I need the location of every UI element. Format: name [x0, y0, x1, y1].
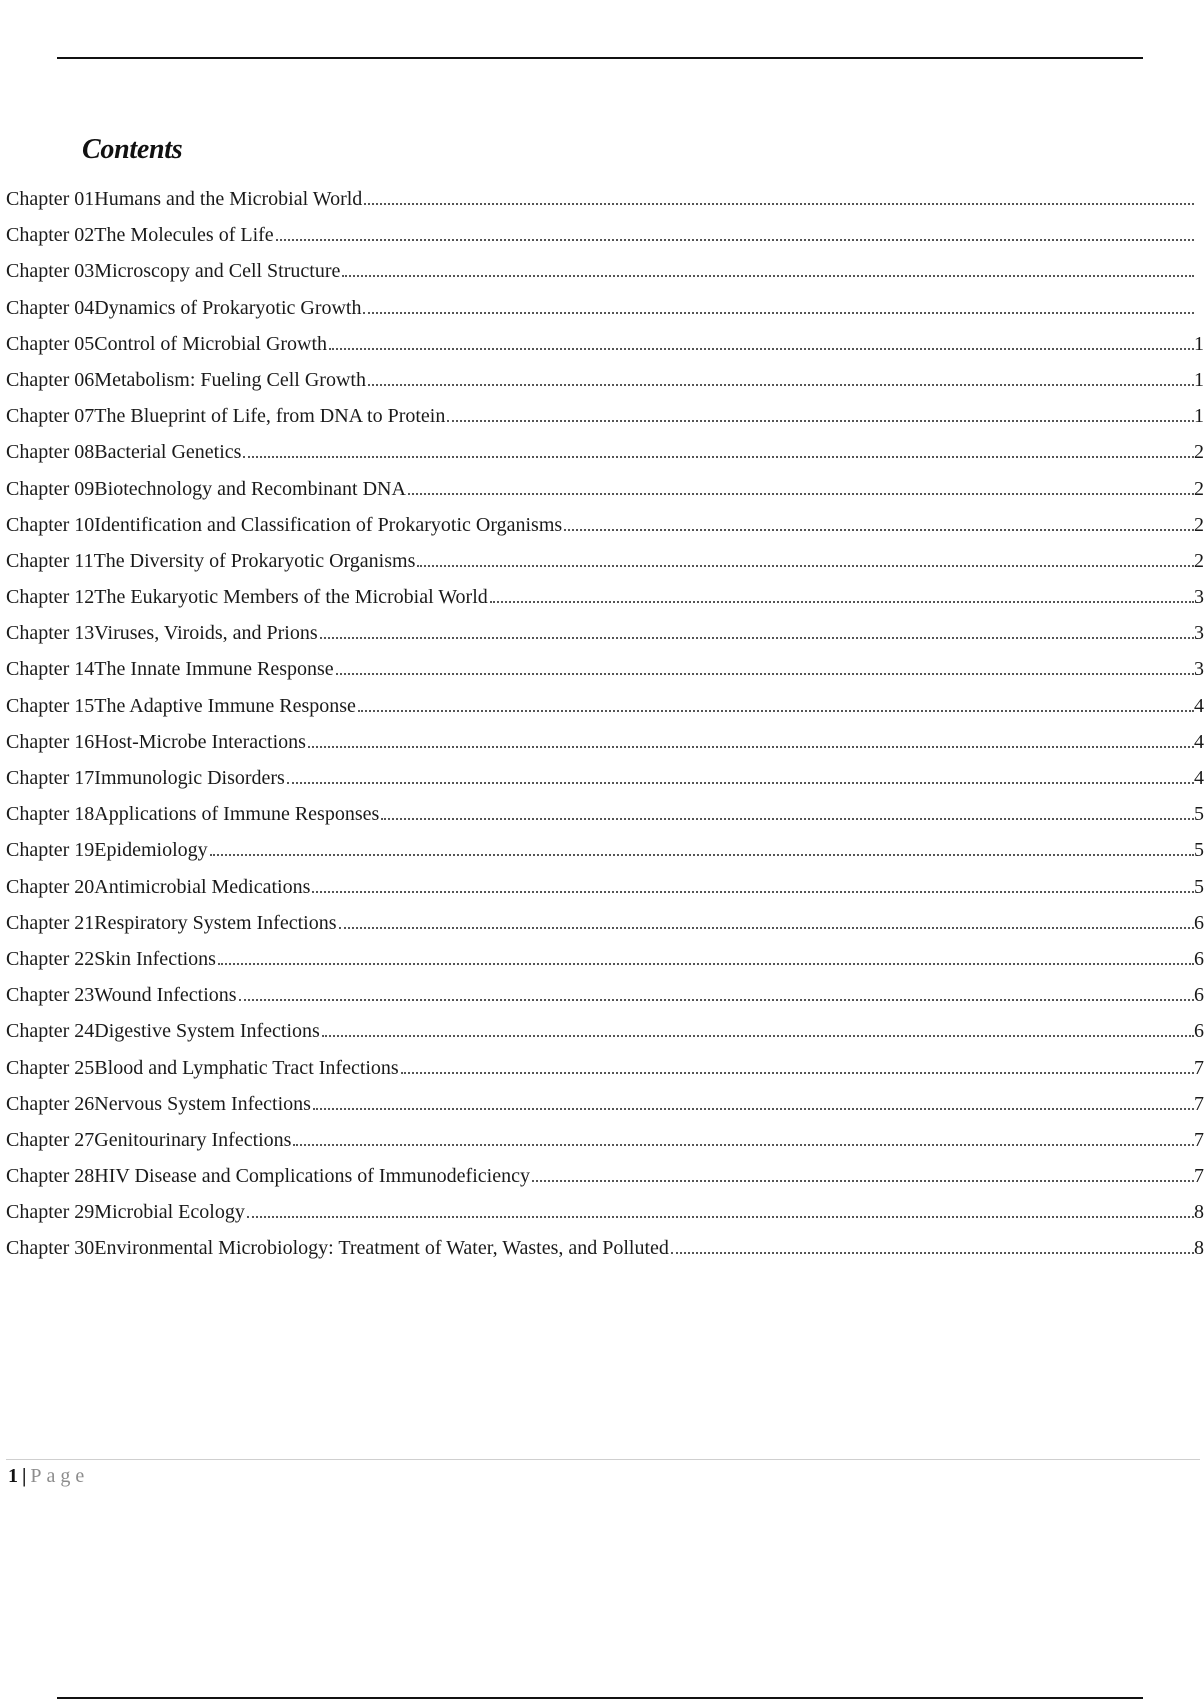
toc-entry-page: 7	[1194, 1056, 1204, 1079]
page-footer	[8, 1463, 89, 1489]
toc-entry-title: Chapter 07The Blueprint of Life, from DNA to Protein	[6, 405, 446, 428]
toc-entry-title: Chapter 09Biotechnology and Recombinant DNA	[6, 477, 406, 500]
toc-entry-title: Chapter 11The Diversity of Prokaryotic Organisms	[6, 549, 416, 572]
toc-entry[interactable]	[6, 905, 1204, 941]
toc-entry-title: Chapter 21Respiratory System Infections	[6, 911, 337, 934]
header-rule	[57, 57, 1143, 59]
toc-entry[interactable]	[6, 941, 1204, 977]
toc-entry-title: Chapter 23Wound Infections	[6, 984, 237, 1007]
toc-entry-page: 1	[1194, 332, 1204, 355]
toc-entry-page: 8	[1194, 1237, 1204, 1260]
toc-entry-page: 5	[1194, 803, 1204, 826]
toc-entry-title: Chapter 12The Eukaryotic Members of the Microbial World	[6, 586, 488, 609]
toc-entry-title: Chapter 28HIV Disease and Complications of Immunodeficiency	[6, 1165, 530, 1188]
toc-entry[interactable]	[6, 398, 1204, 434]
toc-dot-leader	[210, 854, 1194, 856]
toc-entry-page: 6	[1194, 947, 1204, 970]
toc-dot-leader	[564, 529, 1194, 531]
toc-entry[interactable]	[6, 253, 1200, 289]
toc-dot-leader	[532, 1180, 1194, 1182]
toc-entry-page: 1	[1194, 405, 1204, 428]
toc-dot-leader	[490, 601, 1194, 603]
toc-entry[interactable]	[6, 362, 1204, 398]
toc-entry-page: 6	[1194, 984, 1204, 1007]
toc-entry[interactable]	[6, 579, 1204, 615]
contents-heading: Contents	[82, 134, 183, 165]
toc-dot-leader	[381, 818, 1194, 820]
toc-entry-title: Chapter 08Bacterial Genetics	[6, 441, 242, 464]
toc-entry-page: 7	[1194, 1165, 1204, 1188]
toc-entry[interactable]	[6, 688, 1204, 724]
toc-dot-leader	[293, 1144, 1194, 1146]
toc-entry-page: 4	[1194, 730, 1204, 753]
footer-separator: |	[22, 1465, 27, 1487]
toc-entry-title: Chapter 29Microbial Ecology	[6, 1201, 245, 1224]
toc-entry-page: 2	[1194, 477, 1204, 500]
toc-dot-leader	[364, 203, 1194, 205]
toc-dot-leader	[243, 456, 1194, 458]
toc-entry[interactable]	[6, 471, 1204, 507]
toc-entry-page: 5	[1194, 875, 1204, 898]
toc-entry[interactable]	[6, 615, 1204, 651]
toc-entry-title: Chapter 24Digestive System Infections	[6, 1020, 320, 1043]
toc-entry[interactable]	[6, 326, 1204, 362]
footer-rule	[6, 1459, 1200, 1460]
toc-entry-page: 3	[1194, 658, 1204, 681]
toc-dot-leader	[408, 493, 1194, 495]
toc-entry-page: 2	[1194, 513, 1204, 536]
toc-dot-leader	[342, 275, 1194, 277]
toc-entry-title: Chapter 25Blood and Lymphatic Tract Infections	[6, 1056, 399, 1079]
toc-entry-page: 3	[1194, 586, 1204, 609]
toc-entry-page: 4	[1194, 767, 1204, 789]
toc-entry-title: Chapter 30Environmental Microbiology: Treatment of Water, Wastes, and Polluted	[6, 1237, 669, 1260]
toc-entry-page: 7	[1194, 1092, 1204, 1115]
toc-entry-title: Chapter 16Host-Microbe Interactions	[6, 730, 306, 753]
toc-entry[interactable]	[6, 1013, 1204, 1049]
toc-entry-page: 3	[1194, 622, 1204, 645]
page-number: 1	[8, 1465, 18, 1487]
toc-entry[interactable]	[6, 217, 1200, 253]
toc-dot-leader	[322, 1035, 1194, 1037]
toc-dot-leader	[287, 782, 1194, 784]
toc-entry-page: 4	[1194, 694, 1204, 717]
toc-dot-leader	[339, 927, 1195, 929]
toc-dot-leader	[312, 891, 1194, 893]
toc-entry[interactable]	[6, 543, 1204, 579]
toc-entry-page: 2	[1194, 549, 1204, 572]
toc-entry-title: Chapter 15The Adaptive Immune Response	[6, 694, 356, 717]
toc-dot-leader	[276, 239, 1194, 241]
toc-entry-title: Chapter 14The Innate Immune Response	[6, 658, 334, 681]
table-of-contents	[6, 181, 1204, 1267]
toc-entry[interactable]	[6, 290, 1200, 326]
toc-entry-title: Chapter 19Epidemiology	[6, 839, 208, 862]
toc-entry[interactable]	[6, 434, 1204, 470]
toc-entry-page: 5	[1194, 839, 1204, 862]
toc-entry[interactable]	[6, 869, 1204, 905]
toc-entry-page: 2	[1194, 441, 1204, 464]
toc-dot-leader	[447, 420, 1194, 422]
toc-entry[interactable]	[6, 796, 1204, 832]
toc-dot-leader	[218, 963, 1194, 965]
toc-entry-title: Chapter 02The Molecules of Life	[6, 224, 274, 247]
toc-dot-leader	[417, 565, 1194, 567]
toc-entry-title: Chapter 18Applications of Immune Responses	[6, 803, 380, 826]
toc-dot-leader	[329, 348, 1194, 350]
toc-entry-title: Chapter 17Immunologic Disorders	[6, 767, 285, 789]
toc-entry-title: Chapter 13Viruses, Viroids, and Prions	[6, 622, 318, 645]
page-label: Page	[30, 1465, 90, 1487]
toc-entry[interactable]	[6, 1194, 1204, 1230]
toc-entry[interactable]	[6, 1086, 1204, 1122]
toc-entry[interactable]	[6, 1158, 1204, 1194]
toc-entry[interactable]	[6, 507, 1204, 543]
toc-entry-page: 6	[1194, 911, 1204, 934]
toc-entry-page: 8	[1194, 1201, 1204, 1224]
toc-dot-leader	[313, 1108, 1194, 1110]
toc-entry-page: 1	[1194, 368, 1204, 391]
bottom-rule	[57, 1697, 1143, 1699]
toc-entry-title: Chapter 01Humans and the Microbial World	[6, 188, 363, 210]
toc-entry[interactable]	[6, 760, 1204, 796]
toc-entry[interactable]	[6, 1122, 1204, 1158]
toc-entry[interactable]	[6, 1050, 1204, 1086]
toc-entry-title: Chapter 22Skin Infections	[6, 947, 216, 970]
toc-dot-leader	[239, 999, 1194, 1001]
toc-entry-title: Chapter 03Microscopy and Cell Structure	[6, 260, 341, 283]
toc-dot-leader	[671, 1252, 1194, 1254]
toc-dot-leader	[368, 384, 1194, 386]
toc-entry-page: 7	[1194, 1128, 1204, 1151]
toc-entry[interactable]	[6, 977, 1204, 1013]
toc-entry-page: 6	[1194, 1020, 1204, 1043]
toc-dot-leader	[308, 746, 1194, 748]
toc-entry[interactable]	[6, 651, 1204, 687]
toc-dot-leader	[247, 1216, 1194, 1218]
toc-dot-leader	[336, 673, 1194, 675]
toc-entry-title: Chapter 05Control of Microbial Growth	[6, 332, 328, 355]
toc-entry[interactable]	[6, 832, 1204, 868]
toc-dot-leader	[358, 710, 1194, 712]
toc-entry-title: Chapter 26Nervous System Infections	[6, 1092, 311, 1115]
toc-entry-title: Chapter 10Identification and Classification of Prokaryotic Organisms	[6, 513, 563, 536]
toc-entry-title: Chapter 04Dynamics of Prokaryotic Growth	[6, 296, 362, 319]
toc-entry[interactable]	[6, 181, 1200, 217]
toc-dot-leader	[363, 312, 1194, 314]
toc-entry-title: Chapter 27Genitourinary Infections	[6, 1128, 292, 1151]
toc-entry-title: Chapter 06Metabolism: Fueling Cell Growth	[6, 368, 366, 391]
toc-entry-title: Chapter 20Antimicrobial Medications	[6, 875, 311, 898]
toc-entry[interactable]	[6, 724, 1204, 760]
toc-dot-leader	[401, 1072, 1194, 1074]
toc-entry[interactable]	[6, 1230, 1204, 1266]
toc-dot-leader	[320, 637, 1194, 639]
